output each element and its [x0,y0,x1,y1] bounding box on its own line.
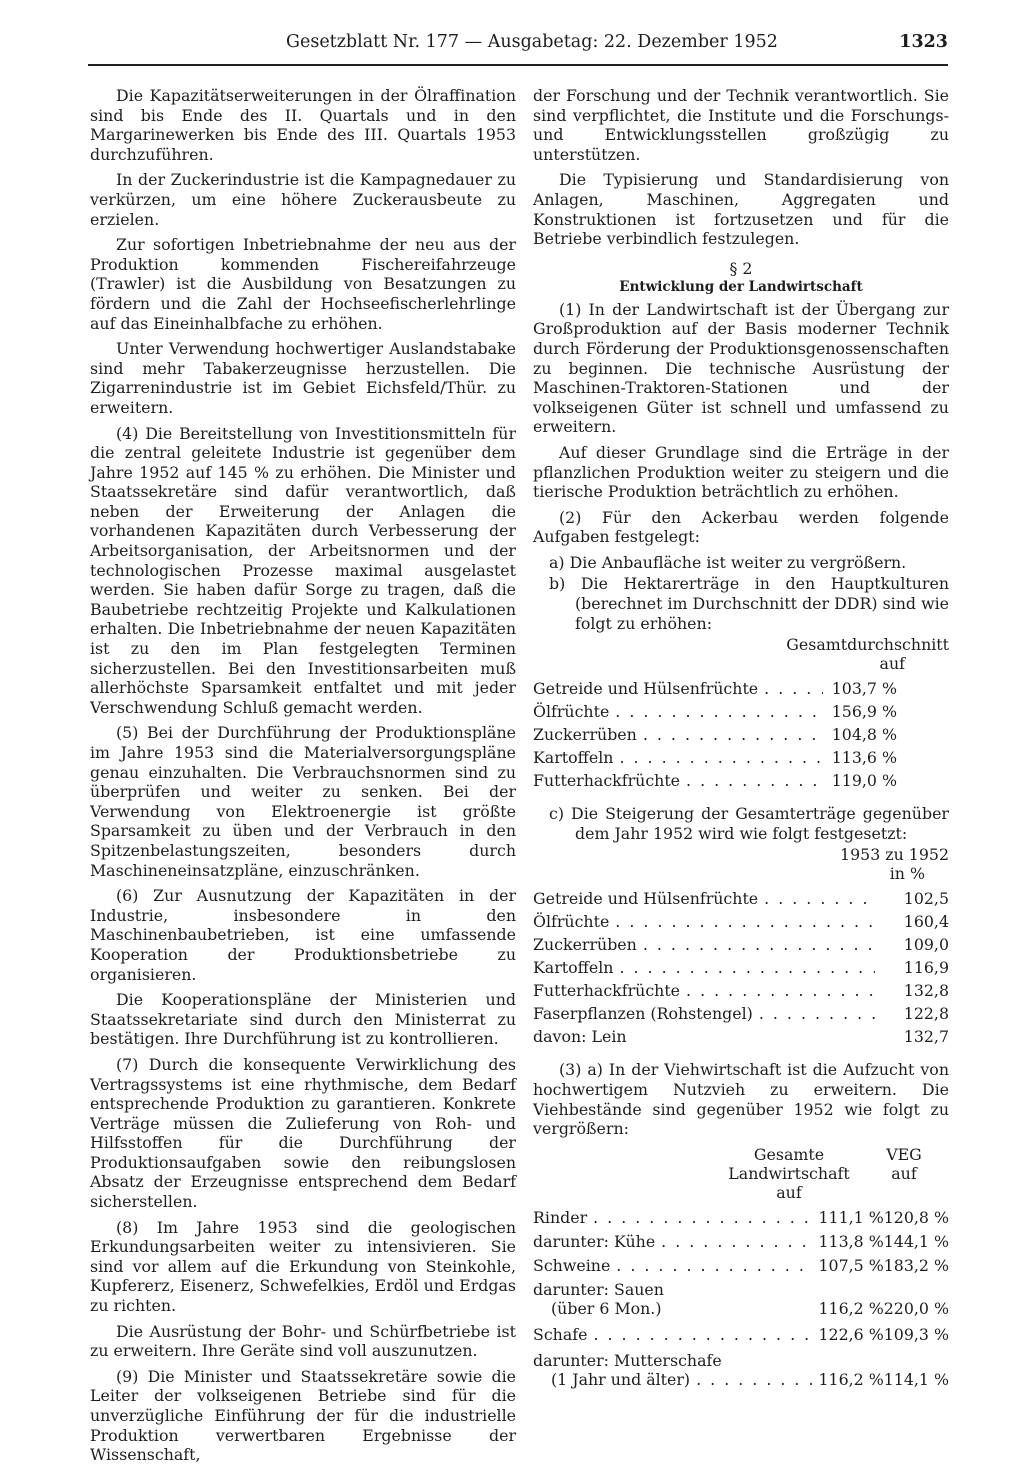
leader-dots [661,1230,812,1254]
row-label: darunter: Kühe [533,1231,656,1251]
leader-dots [593,1206,812,1230]
table-header-row [533,1145,949,1202]
row-label: Getreide und Hülsenfrüchte [533,679,759,699]
leader-dots [686,769,823,792]
value-total: 107,5 % [818,1255,884,1275]
column-header-veg [859,1145,949,1202]
row-value: 103,7 % [831,679,897,699]
leader-dots [643,723,823,746]
value-total: 116,2 % [818,1369,884,1389]
row-value: 102,5 [903,889,949,909]
table-header: in % [889,864,925,884]
paragraph: Die Kooperationspläne der Ministerien und Staatssekretariate sind durch den Ministerrat zu bestätigen. Ihre Durchführung ist zu kontrollieren. [90,990,516,1049]
row-label: Ölfrüchte [533,702,610,722]
table-row [533,723,897,746]
table-row [533,746,897,769]
row-value: 113,6 % [831,748,897,768]
list-item-a: a) Die Anbaufläche ist weiter zu vergrößern. [549,552,907,572]
value-veg: 183,2 % [883,1255,949,1275]
table-row [533,769,897,792]
table-row [533,933,949,956]
row-value: 104,8 % [831,725,897,745]
paragraph: Auf dieser Grundlage sind die Erträge in der pflanzlichen Produktion weiter zu steigern und die tierische Produktion beträchtlich zu erhöhen. [533,442,949,502]
paragraph: (8) Im Jahre 1953 sind die geologischen Erkundungsarbeiten weiter zu intensivieren. Sie sind vor allem auf die Erkundung von Steinkohle, Kupfererz, Eisenerz, Schwefelkies, Erdöl und Erdgas zu richten. [90,1217,516,1316]
row-label: Ölfrüchte [533,912,610,932]
yield-table [533,635,949,792]
leader-dots [686,979,875,1002]
header-text: Landwirtschaft [728,1163,850,1183]
paragraph: Unter Verwendung hochwertiger Auslandstabake sind mehr Tabakerzeugnisse herzustellen. Die Zigarrenindustrie ist im Gebiet Eichsfeld/Thür. zu erweitern. [90,339,516,417]
table-row [533,1370,949,1390]
paragraph: Die Typisierung und Standardisierung von Anlagen, Maschinen, Aggregaten und Konstruktionen ist fortzusetzen und für die Betriebe verbindlich festzulegen. [533,170,949,249]
row-label: Schweine [533,1255,611,1275]
leader-dots [619,746,823,769]
row-label: davon: Lein [533,1027,627,1047]
leader-dots [643,933,875,956]
right-column [533,86,949,1390]
paragraph: Die Ausrüstung der Bohr- und Schürfbetriebe ist zu erweitern. Ihre Geräte sind voll auszunutzen. [90,1321,516,1361]
row-label: Kartoffeln [533,958,614,978]
row-label: darunter: Mutterschafe [533,1350,722,1370]
paragraph: (4) Die Bereitstellung von Investitionsmitteln für die zentral geleitete Industrie ist gegenüber dem Jahre 1952 auf 145 % zu erhöhen. Die Minister und Staatssekretäre sind dafür verantwortlich, daß neben der Erweiterung der Anlagen die vorhandenen Kapazitäten durch Verbesserung der Arbeitsorganisation, der Arbeitsnormen und der technologischen Prozesse maximal ausgelastet werden. Sie haben dafür Sorge zu tragen, daß die Baubetriebe rechtzeitig Projekte und Kalkulationen erhalten. Die Inbetriebnahme der neuen Kapazitäten ist zu den im Plan festgelegten Terminen sicherzustellen. Bei den Investitionsarbeiten muß allerhöchste Sparsamkeit entfaltet und mit jeder Verschwendung Schluß gemacht werden. [90,423,516,717]
section-number: § 2 [729,258,753,278]
table-row [533,1254,949,1278]
value-veg: 120,8 % [883,1207,949,1227]
row-label: darunter: Sauen [533,1279,664,1299]
section-title: Entwicklung der Landwirtschaft [619,278,863,295]
row-label: Schafe [533,1324,588,1344]
row-label: (1 Jahr und älter) [551,1369,691,1389]
paragraph: (3) a) In der Viehwirtschaft ist die Aufzucht von hochwertigem Nutzvieh zu erweitern. Die Viehbestände sind gegenüber 1952 wie folgt zu vergrößern: [533,1060,949,1139]
table-row [533,1025,949,1048]
row-value: 119,0 % [831,771,897,791]
value-veg: 144,1 % [883,1231,949,1251]
total-yield-table [533,845,949,1048]
table-row [533,956,949,979]
paragraph: Zur sofortigen Inbetriebnahme der neu aus der Produktion kommenden Fischereifahrzeuge (Trawler) ist die Ausbildung von Besatzungen zu fördern und die Zahl der Hochseefischerlehrlinge auf das Eineinhalbfache zu erhöhen. [90,235,516,333]
paragraph: Die Kapazitätserweiterungen in der Ölraffination sind bis Ende des II. Quartals und in den Margarinewerken bis Ende des III. Quartals 1953 durchzuführen. [90,86,516,164]
gazette-title: Gesetzblatt Nr. 177 — Ausgabetag: 22. Dezember 1952 [286,32,778,52]
page-number: 1323 [899,32,948,52]
row-value: 122,8 [903,1004,949,1024]
leader-dots [593,1323,812,1347]
value-total: 113,8 % [818,1231,884,1251]
list-item-c: c) Die Steigerung der Gesamterträge gegenüber dem Jahr 1952 wird wie folgt festgesetzt: [549,804,949,843]
page-header [88,32,948,64]
leader-dots [615,910,875,933]
row-label: Faserpflanzen (Rohstengel) [533,1004,753,1024]
list-item-b: b) Die Hektarerträge in den Hauptkulturen (berechnet im Durchschnitt der DDR) sind wie folgt zu erhöhen: [549,574,949,633]
table-row [533,1002,949,1025]
row-value: 132,8 [903,981,949,1001]
table-row [533,1230,949,1254]
table-header: Gesamtdurchschnitt [786,635,949,655]
header-text: VEG [886,1144,922,1164]
header-text: Gesamte [753,1144,825,1164]
row-label: Rinder [533,1207,588,1227]
left-column [90,86,516,1471]
value-veg: 220,0 % [883,1298,949,1318]
row-value: 116,9 [903,958,949,978]
paragraph: (9) Die Minister und Staatssekretäre sowie die Leiter der volkseigenen Betriebe sind für die unverzügliche Einführung der für die industrielle Produktion verwertbaren Ergebnisse der Wissenschaft, [90,1366,516,1465]
row-label: Kartoffeln [533,748,614,768]
header-rule [88,64,948,66]
row-value: 160,4 [903,912,949,932]
value-total: 116,2 % [818,1298,884,1318]
paragraph: (1) In der Landwirtschaft ist der Übergang zur Großproduktion auf der Basis moderner Technik durch Förderung der Produktionsgenossenschaften zu beginnen. Die technische Ausrüstung der Maschinen-Traktoren-Stationen und der volkseigenen Güter ist schnell und umfassend zu erweitern. [533,299,949,437]
table-row [533,979,949,1002]
column-header-total [719,1145,859,1202]
paragraph: der Forschung und der Technik verantwortlich. Sie sind verpflichtet, die Institute und die Forschungs- und Entwicklungsstellen großzügig zu unterstützen. [533,86,949,164]
leader-dots [616,1254,812,1278]
table-header: 1953 zu 1952 [840,845,949,865]
leader-dots [696,1370,812,1390]
paragraph: (7) Durch die konsequente Verwirklichung des Vertragssystems ist eine rhythmische, dem Bedarf entsprechende Produktion zu garantieren. Konkrete Verträge müssen die Zulieferung von Roh- und Hilfsstoffen für die Durchführung der Produktionsaufgaben sowie den reibungslosen Absatz der Erzeugnisse entsprechend dem Bedarf sicherstellen. [90,1054,516,1212]
row-value: 109,0 [903,935,949,955]
table-row [533,677,897,700]
paragraph: In der Zuckerindustrie ist die Kampagnedauer zu verkürzen, um eine höhere Zuckerausbeute zu erzielen. [90,170,516,229]
row-value: 156,9 % [831,702,897,722]
table-header: auf [879,654,905,674]
row-label: Futterhackfrüchte [533,981,681,1001]
row-label: Zuckerrüben [533,725,637,745]
table-row [533,1206,949,1230]
header-text: auf [891,1163,917,1183]
value-veg: 114,1 % [883,1369,949,1389]
table-row [533,700,897,723]
paragraph: (2) Für den Ackerbau werden folgende Aufgaben festgelegt: [533,507,949,547]
row-label: (über 6 Mon.) [551,1298,662,1318]
row-label: Zuckerrüben [533,935,637,955]
paragraph: (5) Bei der Durchführung der Produktionspläne im Jahre 1953 sind die Materialversorgungspläne genau einzuhalten. Die Verbrauchsnormen sind zu überprüfen und weiter zu senken. Bei der Verwendung von Elektroenergie ist größte Sparsamkeit zu üben und der Verbrauch in den Spitzenbelastungszeiten, besonders durch Maschineneinsatzpläne, einzuschränken. [90,723,516,880]
table-row [533,887,949,910]
value-total: 122,6 % [818,1324,884,1344]
leader-dots [764,887,875,910]
livestock-table [533,1145,949,1390]
table-row [533,1299,949,1319]
value-total: 111,1 % [818,1207,884,1227]
leader-dots [764,677,823,700]
table-row [533,910,949,933]
leader-dots [615,700,823,723]
value-veg: 109,3 % [883,1324,949,1344]
row-label: Getreide und Hülsenfrüchte [533,889,759,909]
table-row [533,1323,949,1347]
leader-dots [759,1002,875,1025]
leader-dots [619,956,875,979]
row-value: 132,7 [903,1027,949,1047]
header-text: auf [776,1182,802,1202]
paragraph: (6) Zur Ausnutzung der Kapazitäten in der Industrie, insbesondere in den Maschinenbaubetrieben, ist eine umfassende Kooperation der Produktionsbetriebe zu organisieren. [90,886,516,984]
row-label: Futterhackfrüchte [533,771,681,791]
